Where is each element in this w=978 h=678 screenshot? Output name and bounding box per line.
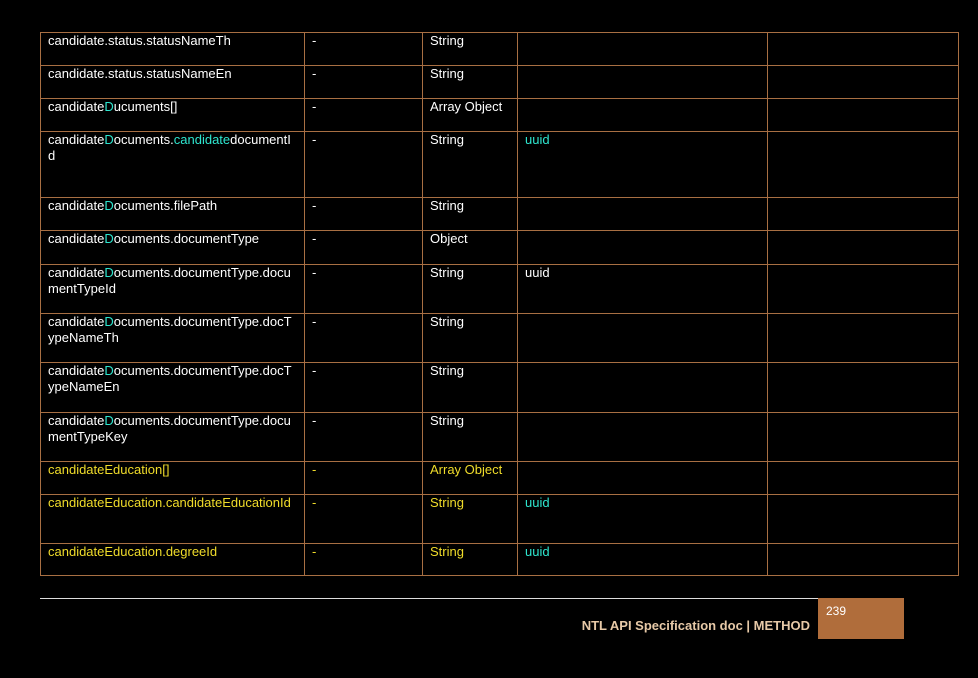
field-name-highlight: D: [104, 363, 114, 378]
description-cell: [518, 363, 768, 413]
type-cell: Array Object: [423, 99, 518, 132]
note-cell: [768, 33, 959, 66]
description-cell: uuid: [518, 495, 768, 544]
field-name-highlight: D: [104, 265, 114, 280]
type-cell: String: [423, 544, 518, 576]
table-row: [41, 462, 959, 495]
note-cell: [768, 544, 959, 576]
description-cell: uuid: [518, 265, 768, 314]
field-name-text: candidateEducation.degreeId: [48, 544, 218, 559]
table-row: [41, 198, 959, 231]
footer-doc-title: NTL API Specification doc | METHOD: [581, 618, 810, 633]
field-name-text: candidate: [48, 363, 105, 378]
field-name-cell: [41, 462, 305, 495]
type-cell: String: [423, 363, 518, 413]
field-name-text: ocuments.: [113, 132, 174, 147]
type-cell: Object: [423, 231, 518, 265]
field-name-highlight: candidate: [173, 132, 231, 147]
table-row: [41, 363, 959, 413]
field-name-cell: [41, 495, 305, 544]
note-cell: [768, 314, 959, 363]
type-cell: String: [423, 66, 518, 99]
field-name-text: candidateEducation[]: [48, 462, 170, 477]
field-name-text: candidate: [48, 99, 105, 114]
description-cell: [518, 314, 768, 363]
field-name-text: ocuments.documentType: [113, 231, 260, 246]
note-cell: [768, 413, 959, 462]
spec-table-body: [41, 33, 959, 576]
table-row: [41, 265, 959, 314]
required-cell: -: [305, 314, 423, 363]
table-row: [41, 66, 959, 99]
field-name-cell: [41, 265, 305, 314]
required-cell: -: [305, 544, 423, 576]
field-name-cell: [41, 198, 305, 231]
table-row: [41, 132, 959, 198]
note-cell: [768, 132, 959, 198]
description-cell: [518, 413, 768, 462]
type-cell: String: [423, 33, 518, 66]
page-number: 239: [826, 604, 847, 618]
field-name-text: candidate.status.statusNameEn: [48, 66, 232, 81]
field-name-text: candidate: [48, 314, 105, 329]
note-cell: [768, 265, 959, 314]
field-name-cell: [41, 66, 305, 99]
field-name-text: candidate: [48, 265, 105, 280]
page-number-box: [818, 598, 904, 639]
required-cell: -: [305, 413, 423, 462]
required-cell: -: [305, 33, 423, 66]
table-row: [41, 314, 959, 363]
note-cell: [768, 462, 959, 495]
description-cell: uuid: [518, 544, 768, 576]
field-name-text: ocuments.documentType.documentTypeKey: [48, 413, 291, 444]
field-name-cell: [41, 231, 305, 265]
field-name-text: candidate: [48, 231, 105, 246]
field-name-highlight: D: [104, 99, 114, 114]
required-cell: -: [305, 132, 423, 198]
field-name-cell: [41, 314, 305, 363]
description-cell: [518, 99, 768, 132]
field-name-highlight: D: [104, 132, 114, 147]
spec-table: [40, 32, 959, 576]
field-name-cell: [41, 132, 305, 198]
field-name-highlight: D: [104, 413, 114, 428]
field-name-highlight: D: [104, 198, 114, 213]
type-cell: String: [423, 265, 518, 314]
field-name-cell: [41, 413, 305, 462]
field-name-cell: [41, 363, 305, 413]
note-cell: [768, 363, 959, 413]
field-name-text: ocuments.filePath: [113, 198, 218, 213]
required-cell: -: [305, 198, 423, 231]
type-cell: String: [423, 314, 518, 363]
field-name-cell: [41, 544, 305, 576]
note-cell: [768, 66, 959, 99]
field-name-text: candidate: [48, 413, 105, 428]
required-cell: -: [305, 363, 423, 413]
required-cell: -: [305, 462, 423, 495]
description-cell: [518, 462, 768, 495]
footer-divider: [40, 598, 819, 599]
table-row: [41, 33, 959, 66]
table-row: [41, 495, 959, 544]
type-cell: String: [423, 198, 518, 231]
field-name-text: ocuments.documentType.docTypeNameTh: [48, 314, 292, 345]
description-cell: [518, 33, 768, 66]
description-cell: uuid: [518, 132, 768, 198]
table-row: [41, 99, 959, 132]
type-cell: Array Object: [423, 462, 518, 495]
field-name-highlight: D: [104, 314, 114, 329]
type-cell: String: [423, 132, 518, 198]
description-cell: [518, 231, 768, 265]
description-cell: [518, 198, 768, 231]
field-name-text: ocuments.documentType.documentTypeId: [48, 265, 291, 296]
required-cell: -: [305, 99, 423, 132]
note-cell: [768, 198, 959, 231]
required-cell: -: [305, 231, 423, 265]
field-name-cell: [41, 33, 305, 66]
required-cell: -: [305, 66, 423, 99]
field-name-text: ocuments.documentType.docTypeNameEn: [48, 363, 292, 394]
field-name-text: documentId: [48, 132, 291, 163]
field-name-text: ucuments[]: [113, 99, 178, 114]
field-name-text: candidateEducation.candidateEducationId: [48, 495, 291, 510]
description-cell: [518, 66, 768, 99]
note-cell: [768, 231, 959, 265]
field-name-cell: [41, 99, 305, 132]
field-name-text: candidate.status.statusNameTh: [48, 33, 231, 48]
table-row: [41, 544, 959, 576]
type-cell: String: [423, 413, 518, 462]
note-cell: [768, 495, 959, 544]
required-cell: -: [305, 495, 423, 544]
field-name-highlight: D: [104, 231, 114, 246]
type-cell: String: [423, 495, 518, 544]
required-cell: -: [305, 265, 423, 314]
field-name-text: candidate: [48, 198, 105, 213]
field-name-text: candidate: [48, 132, 105, 147]
table-row: [41, 413, 959, 462]
table-row: [41, 231, 959, 265]
note-cell: [768, 99, 959, 132]
